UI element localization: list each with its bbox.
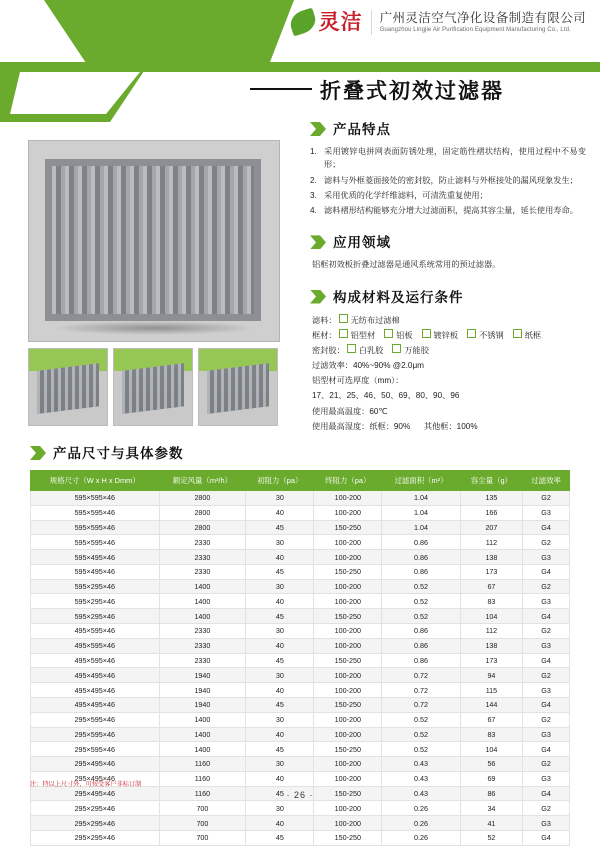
table-cell: 40	[246, 816, 314, 831]
table-row	[31, 668, 570, 683]
table-cell: 100-200	[314, 771, 382, 786]
table-cell: 40	[246, 727, 314, 742]
checkbox-icon	[467, 329, 476, 338]
table-cell: 150-250	[314, 564, 382, 579]
material-option: 不锈钢	[479, 330, 504, 340]
table-cell: 83	[460, 727, 522, 742]
table-cell: 595×595×46	[31, 535, 160, 550]
table-cell: 45	[246, 564, 314, 579]
feature-number: 2.	[310, 175, 317, 185]
table-row	[31, 816, 570, 831]
table-cell: G4	[523, 742, 570, 757]
table-cell: 40	[246, 594, 314, 609]
table-cell: 495×495×46	[31, 668, 160, 683]
materials-section	[310, 286, 586, 434]
table-cell: 138	[460, 638, 522, 653]
table-cell: 150-250	[314, 697, 382, 712]
table-row	[31, 801, 570, 816]
table-cell: 1160	[159, 786, 246, 801]
table-cell: G4	[523, 520, 570, 535]
materials-heading-text: 构成材料及运行条件	[333, 289, 464, 305]
table-cell: G2	[523, 491, 570, 506]
features-heading	[310, 118, 586, 138]
table-cell: 45	[246, 520, 314, 535]
column-header: 过滤效率	[523, 471, 570, 491]
table-cell: 0.43	[382, 786, 460, 801]
table-cell: 0.72	[382, 697, 460, 712]
table-cell: 150-250	[314, 830, 382, 845]
table-cell: G2	[523, 535, 570, 550]
table-cell: 100-200	[314, 757, 382, 772]
checkbox-icon	[339, 314, 348, 323]
table-cell: G2	[523, 712, 570, 727]
table-cell: 0.52	[382, 742, 460, 757]
table-cell: 100-200	[314, 816, 382, 831]
spec-table-head	[31, 471, 570, 491]
table-cell: 595×495×46	[31, 564, 160, 579]
table-cell: 495×495×46	[31, 683, 160, 698]
table-cell: 0.26	[382, 801, 460, 816]
table-cell: 0.43	[382, 757, 460, 772]
table-row	[31, 727, 570, 742]
table-cell: 2330	[159, 550, 246, 565]
table-cell: 45	[246, 609, 314, 624]
table-cell: 100-200	[314, 579, 382, 594]
table-cell: 295×595×46	[31, 742, 160, 757]
table-cell: 0.86	[382, 653, 460, 668]
table-cell: G4	[523, 564, 570, 579]
thumb-filter-body	[122, 363, 184, 413]
table-cell: 144	[460, 697, 522, 712]
table-row	[31, 520, 570, 535]
table-cell: 56	[460, 757, 522, 772]
table-cell: 0.86	[382, 535, 460, 550]
table-cell: 100-200	[314, 535, 382, 550]
feature-text: 采用镀锌电拼网表面防锈处理，固定筋性褶状结构，使用过程中不易变形；	[324, 147, 586, 170]
table-cell: 2330	[159, 564, 246, 579]
table-cell: 0.52	[382, 594, 460, 609]
material-label: 框材：	[312, 330, 337, 340]
table-cell: 1.04	[382, 520, 460, 535]
arrow-bullet-icon	[30, 446, 46, 460]
table-cell: 595×295×46	[31, 609, 160, 624]
table-cell: 135	[460, 491, 522, 506]
table-header-row	[31, 471, 570, 491]
table-cell: 0.52	[382, 727, 460, 742]
table-cell: 45	[246, 697, 314, 712]
table-cell: 115	[460, 683, 522, 698]
table-cell: 1400	[159, 594, 246, 609]
table-cell: 595×595×46	[31, 505, 160, 520]
table-cell: 1940	[159, 668, 246, 683]
table-cell: 595×295×46	[31, 594, 160, 609]
table-cell: 295×295×46	[31, 801, 160, 816]
table-row	[31, 757, 570, 772]
max-humidity-row	[312, 419, 586, 434]
table-cell: 295×495×46	[31, 757, 160, 772]
column-header: 终阻力（pa）	[314, 471, 382, 491]
table-cell: 1400	[159, 727, 246, 742]
table-cell: 67	[460, 579, 522, 594]
table-cell: 138	[460, 550, 522, 565]
table-cell: G4	[523, 786, 570, 801]
table-row	[31, 712, 570, 727]
table-cell: 2330	[159, 638, 246, 653]
material-option: 白乳胶	[358, 345, 384, 355]
table-cell: 166	[460, 505, 522, 520]
feature-text: 采用优质的化学纤维滤料，可清洗重复使用；	[324, 190, 488, 200]
table-cell: 30	[246, 624, 314, 639]
table-cell: 0.52	[382, 609, 460, 624]
table-cell: 30	[246, 757, 314, 772]
product-thumbnail	[113, 348, 193, 426]
table-row	[31, 609, 570, 624]
table-cell: 150-250	[314, 520, 382, 535]
application-section	[310, 231, 586, 271]
list-item	[310, 189, 586, 202]
table-cell: 100-200	[314, 624, 382, 639]
table-cell: 2330	[159, 624, 246, 639]
material-option: 万能胶	[404, 345, 429, 355]
feature-number: 4.	[310, 206, 317, 216]
table-cell: 69	[460, 771, 522, 786]
column-header: 容尘量（g）	[460, 471, 522, 491]
column-header: 初阻力（pa）	[246, 471, 314, 491]
table-cell: 0.43	[382, 771, 460, 786]
table-cell: 1400	[159, 579, 246, 594]
materials-lines	[310, 313, 586, 434]
feature-text: 滤料褶形结构能够充分增大过滤面积，提高其容尘量，延长使用寿命。	[324, 206, 578, 216]
table-cell: 495×595×46	[31, 624, 160, 639]
table-cell: 700	[159, 801, 246, 816]
feature-text: 滤料与外框菱面接处的密封胶，防止滤料与外框接处的漏风现象发生；	[324, 175, 578, 185]
page-number: · 26 ·	[286, 790, 314, 800]
product-thumbnail	[28, 348, 108, 426]
column-header: 规格尺寸（W x H x Dmm）	[31, 471, 160, 491]
table-cell: 207	[460, 520, 522, 535]
arrow-bullet-icon	[310, 290, 326, 304]
table-cell: 700	[159, 830, 246, 845]
material-option: 纸框	[524, 330, 542, 340]
table-row	[31, 697, 570, 712]
table-cell: 150-250	[314, 786, 382, 801]
table-row	[31, 491, 570, 506]
table-cell: 52	[460, 830, 522, 845]
table-cell: 45	[246, 830, 314, 845]
company-name-block	[371, 10, 586, 35]
table-cell: 2330	[159, 535, 246, 550]
table-cell: 295×495×46	[31, 786, 160, 801]
table-cell: 45	[246, 742, 314, 757]
frame-thickness-values: 17、21、25、46、50、69、80、90、96	[312, 391, 460, 401]
logo-name-cn: 灵洁	[318, 10, 363, 34]
table-row	[31, 683, 570, 698]
list-item	[310, 174, 586, 187]
table-cell: 100-200	[314, 505, 382, 520]
product-info-column	[310, 118, 586, 434]
table-cell: 100-200	[314, 638, 382, 653]
table-cell: G3	[523, 638, 570, 653]
material-row-media	[312, 313, 586, 328]
list-item	[310, 204, 586, 217]
table-cell: 1940	[159, 697, 246, 712]
spec-heading	[30, 442, 184, 462]
table-cell: 30	[246, 535, 314, 550]
table-cell: 595×595×46	[31, 520, 160, 535]
table-cell: 100-200	[314, 683, 382, 698]
table-cell: 0.86	[382, 624, 460, 639]
max-humidity-other: 其他框：100%	[423, 421, 478, 431]
table-cell: G4	[523, 609, 570, 624]
spec-heading-text: 产品尺寸与具体参数	[53, 446, 184, 461]
table-cell: 173	[460, 564, 522, 579]
materials-heading	[310, 286, 586, 306]
logo-mark	[290, 11, 363, 33]
table-cell: G4	[523, 697, 570, 712]
table-row	[31, 742, 570, 757]
table-cell: 1940	[159, 683, 246, 698]
table-cell: 595×595×46	[31, 491, 160, 506]
max-humidity-paper: 使用最高湿度：纸框：90%	[312, 421, 411, 431]
table-cell: 112	[460, 535, 522, 550]
table-cell: 67	[460, 712, 522, 727]
table-cell: G3	[523, 683, 570, 698]
table-cell: 100-200	[314, 594, 382, 609]
table-cell: G3	[523, 816, 570, 831]
table-cell: 40	[246, 505, 314, 520]
thumb-pleats	[207, 363, 269, 413]
table-cell: 1.04	[382, 505, 460, 520]
table-cell: 0.52	[382, 579, 460, 594]
features-list	[310, 145, 586, 217]
table-cell: 40	[246, 638, 314, 653]
frame-thickness-title: 铝型材可选厚度（mm）：	[312, 376, 404, 386]
table-cell: G4	[523, 653, 570, 668]
material-option: 无纺布过滤棉	[350, 315, 400, 325]
table-cell: G2	[523, 624, 570, 639]
table-cell: 0.72	[382, 683, 460, 698]
table-cell: 150-250	[314, 742, 382, 757]
table-cell: 86	[460, 786, 522, 801]
table-cell: 1400	[159, 609, 246, 624]
leaf-icon	[287, 8, 319, 37]
table-cell: G3	[523, 505, 570, 520]
checkbox-icon	[384, 329, 393, 338]
table-cell: 40	[246, 771, 314, 786]
checkbox-icon	[347, 344, 356, 353]
table-cell: 41	[460, 816, 522, 831]
company-logo	[290, 10, 586, 35]
material-label: 密封胶：	[312, 345, 345, 355]
table-cell: 150-250	[314, 609, 382, 624]
product-main-image	[28, 140, 280, 342]
table-cell: 34	[460, 801, 522, 816]
thumb-pleats	[122, 363, 184, 413]
table-cell: 30	[246, 801, 314, 816]
table-cell: G2	[523, 579, 570, 594]
table-row	[31, 653, 570, 668]
table-cell: 40	[246, 550, 314, 565]
table-cell: 173	[460, 653, 522, 668]
feature-number: 1.	[310, 147, 317, 156]
table-row	[31, 564, 570, 579]
arrow-bullet-icon	[310, 235, 326, 249]
table-cell: 495×595×46	[31, 653, 160, 668]
table-cell: 295×295×46	[31, 830, 160, 845]
table-cell: 45	[246, 653, 314, 668]
table-cell: 0.26	[382, 816, 460, 831]
table-row	[31, 594, 570, 609]
table-cell: 295×595×46	[31, 727, 160, 742]
material-row-frame	[312, 328, 586, 343]
table-cell: 0.52	[382, 712, 460, 727]
table-cell: 2800	[159, 491, 246, 506]
table-cell: 112	[460, 624, 522, 639]
table-cell: 104	[460, 742, 522, 757]
table-cell: 1160	[159, 757, 246, 772]
thumb-filter-body	[37, 363, 99, 413]
table-row	[31, 505, 570, 520]
filter-frame-graphic	[45, 159, 261, 321]
table-cell: 45	[246, 786, 314, 801]
table-cell: 30	[246, 491, 314, 506]
filter-pleats-graphic	[52, 166, 254, 314]
table-cell: 150-250	[314, 653, 382, 668]
table-cell: 700	[159, 816, 246, 831]
table-cell: 100-200	[314, 712, 382, 727]
thumb-pleats	[37, 363, 99, 413]
table-cell: 100-200	[314, 550, 382, 565]
title-rule	[250, 88, 312, 90]
table-cell: 2800	[159, 505, 246, 520]
table-cell: G3	[523, 771, 570, 786]
material-row-sealant	[312, 343, 586, 358]
material-option: 铝型材	[350, 330, 376, 340]
table-cell: 295×495×46	[31, 771, 160, 786]
column-header: 过滤面积（m²）	[382, 471, 460, 491]
checkbox-icon	[422, 329, 431, 338]
table-cell: 0.26	[382, 830, 460, 845]
max-temperature-text: 使用最高温度：60℃	[312, 406, 388, 416]
column-header: 额定风量（m³/h）	[159, 471, 246, 491]
table-row	[31, 535, 570, 550]
image-shadow	[51, 321, 256, 335]
spec-note: 注：特以上尺寸外，可按受客户非标订制	[30, 781, 142, 788]
company-name-cn: 广州灵洁空气净化设备制造有限公司	[379, 11, 586, 25]
checkbox-icon	[392, 344, 401, 353]
table-cell: 2800	[159, 520, 246, 535]
thumb-filter-body	[207, 363, 269, 413]
table-cell: 30	[246, 579, 314, 594]
arrow-bullet-icon	[310, 122, 326, 136]
table-row	[31, 550, 570, 565]
table-cell: G3	[523, 550, 570, 565]
table-row	[31, 624, 570, 639]
features-heading-text: 产品特点	[333, 122, 391, 137]
table-cell: 495×495×46	[31, 697, 160, 712]
table-cell: 1.04	[382, 491, 460, 506]
table-cell: 30	[246, 668, 314, 683]
table-cell: 1400	[159, 712, 246, 727]
table-row	[31, 638, 570, 653]
table-cell: 94	[460, 668, 522, 683]
table-row	[31, 830, 570, 845]
filter-efficiency-text: 过滤效率：40%~90% @2.0μm	[312, 361, 424, 371]
table-cell: 83	[460, 594, 522, 609]
product-thumbnail-strip	[28, 348, 278, 426]
list-item	[310, 145, 586, 172]
table-cell: 100-200	[314, 801, 382, 816]
table-cell: 595×495×46	[31, 550, 160, 565]
table-cell: 0.86	[382, 550, 460, 565]
application-heading	[310, 231, 586, 251]
table-cell: G2	[523, 801, 570, 816]
table-cell: 0.86	[382, 638, 460, 653]
table-cell: 30	[246, 712, 314, 727]
product-thumbnail	[198, 348, 278, 426]
table-cell: 0.72	[382, 668, 460, 683]
material-option: 铝板	[396, 330, 413, 340]
table-cell: 1400	[159, 742, 246, 757]
table-row	[31, 579, 570, 594]
checkbox-icon	[339, 329, 348, 338]
table-cell: 0.86	[382, 564, 460, 579]
company-name-en: Guangzhou Lingjie Air Purification Equipment Manufacturing Co., Ltd.	[379, 26, 571, 33]
application-heading-text: 应用领域	[333, 235, 391, 251]
feature-number: 3.	[310, 190, 317, 200]
table-cell: G2	[523, 757, 570, 772]
application-text: 铝框初效板折叠过滤器是通风系统常用的预过滤器。	[312, 260, 501, 270]
table-cell: G2	[523, 668, 570, 683]
checkbox-icon	[513, 329, 522, 338]
table-cell: G3	[523, 594, 570, 609]
material-label: 滤料：	[312, 315, 337, 325]
table-cell: G4	[523, 830, 570, 845]
table-cell: 595×295×46	[31, 579, 160, 594]
table-cell: 1160	[159, 771, 246, 786]
table-cell: 100-200	[314, 727, 382, 742]
table-cell: 295×595×46	[31, 712, 160, 727]
table-cell: 495×595×46	[31, 638, 160, 653]
table-cell: 104	[460, 609, 522, 624]
table-cell: 40	[246, 683, 314, 698]
material-option: 镀锌板	[433, 330, 459, 340]
table-cell: G3	[523, 727, 570, 742]
page-title: 折叠式初效过滤器	[320, 80, 504, 103]
table-cell: 100-200	[314, 668, 382, 683]
table-cell: 2330	[159, 653, 246, 668]
table-cell: 295×295×46	[31, 816, 160, 831]
table-cell: 100-200	[314, 491, 382, 506]
